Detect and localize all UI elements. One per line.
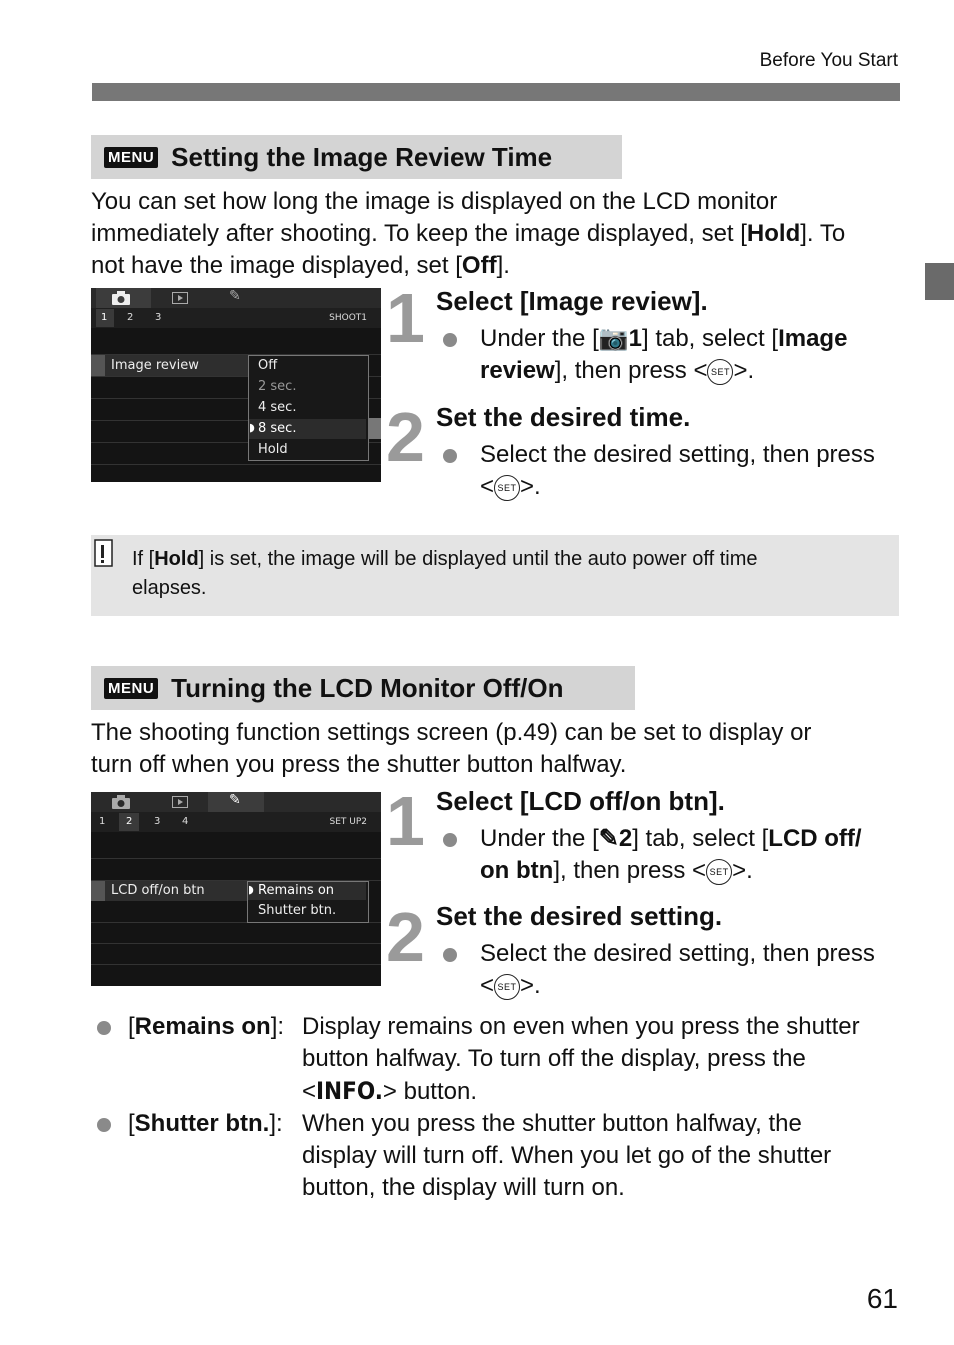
- camera-tab-icon: [111, 795, 131, 809]
- step-number: 2: [386, 398, 425, 476]
- menu-icon: MENU: [104, 147, 158, 168]
- list-item: [Shutter btn.]: When you press the shutter button halfway, the display will turn off. When you let go of the shutter button, the display will turn on.: [97, 1108, 907, 1204]
- info-button-icon: INFO.: [316, 1077, 383, 1105]
- playback-tab-icon: [172, 292, 188, 304]
- chapter-tab-marker: [925, 263, 954, 300]
- note-text: If [Hold] is set, the image will be displayed until the auto power off time elapses.: [132, 548, 758, 599]
- camera-icon: 📷: [598, 325, 629, 352]
- playback-tab-icon: [172, 796, 188, 808]
- lcd-screen-image-review: ✎ 1 2 3 SHOOT1 Image review Off 2 sec. 4 sec. ◗ 8 sec. Hold: [91, 288, 381, 482]
- set-button-icon: SET: [494, 475, 520, 501]
- section-title: Turning the LCD Monitor Off/On: [171, 672, 564, 703]
- list-item: [Remains on]: Display remains on even when you press the shutter button halfway. To turn off the display, press the <INFO.> button.: [97, 1011, 907, 1108]
- step-title: Select [LCD off/on btn].: [436, 786, 725, 816]
- step-instruction: Select the desired setting, then press < SET >.: [443, 938, 913, 1002]
- memo-icon: [94, 539, 113, 567]
- set-button-icon: SET: [707, 359, 733, 385]
- scroll-indicator: [368, 418, 381, 439]
- camera-tab-icon: [111, 291, 131, 305]
- step-title: Select [Image review].: [436, 286, 708, 316]
- menu-icon: MENU: [104, 678, 158, 699]
- section-heading-lcd-monitor: [91, 666, 635, 710]
- step-number: 1: [386, 279, 425, 357]
- header-rule: [92, 83, 900, 101]
- lcd-screen-lcd-off-on: ✎ 1 2 3 4 SET UP2 LCD off/on btn ◗ Remains on Shutter btn.: [91, 792, 381, 986]
- section-intro: You can set how long the image is displayed on the LCD monitor immediately after shooting. To keep the image displayed, set [Hold]. To not have the image displayed, set [Off].: [91, 188, 846, 279]
- section-heading-image-review: [91, 135, 622, 179]
- step-title: Set the desired setting.: [436, 901, 723, 931]
- step-instruction: Under the [✎2] tab, select [LCD off/ on btn], then press < SET >.: [443, 823, 913, 887]
- section-intro: The shooting function settings screen (p.49) can be set to display or turn off when you press the shutter button halfway.: [91, 719, 812, 778]
- step-title: Set the desired time.: [436, 402, 691, 432]
- step-instruction: Select the desired setting, then press < SET >.: [443, 439, 913, 503]
- step-number: 1: [386, 782, 425, 860]
- setup-tab-icon: ✎: [229, 792, 241, 808]
- section-title: Setting the Image Review Time: [171, 141, 553, 172]
- set-button-icon: SET: [494, 974, 520, 1000]
- wrench-icon: ✎: [598, 825, 619, 852]
- running-header: Before You Start: [759, 50, 898, 71]
- step-number: 2: [386, 898, 425, 976]
- set-button-icon: SET: [706, 859, 732, 885]
- option-description-list: [97, 1011, 907, 1204]
- page-number: 61: [866, 1283, 898, 1314]
- step-instruction: Under the [📷1] tab, select [Image review], then press < SET >.: [443, 323, 903, 387]
- setup-tab-icon: ✎: [229, 288, 241, 304]
